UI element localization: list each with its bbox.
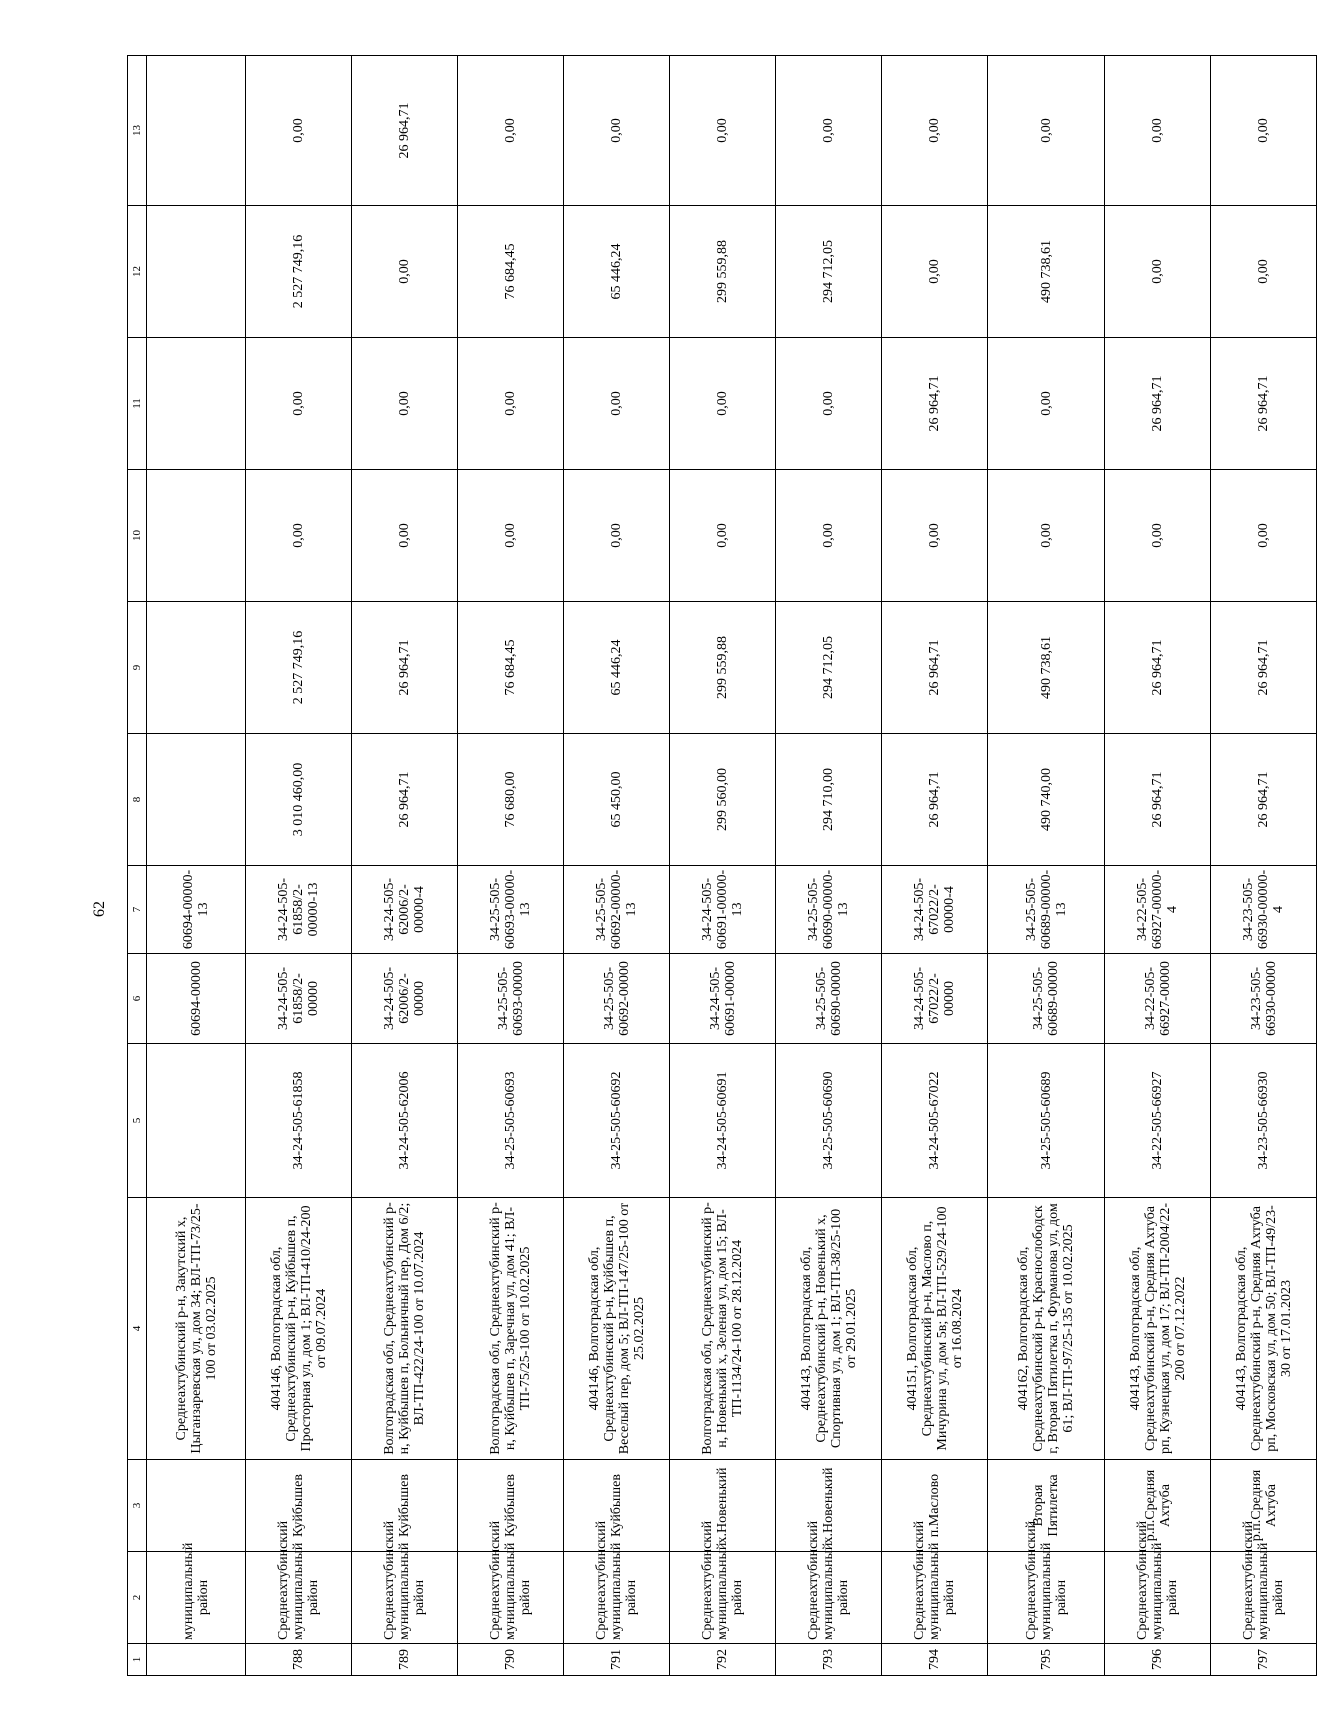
column-header: 12 <box>128 206 147 338</box>
code-cell: 34-25-505-60689 <box>988 1044 1105 1198</box>
cell-10: 0,00 <box>1105 470 1211 602</box>
cell-13: 0,00 <box>458 56 564 206</box>
data-table <box>127 55 1317 1676</box>
cell-13: 0,00 <box>564 56 670 206</box>
district-cell: Среднеахтубинский муниципальный район <box>776 1552 882 1644</box>
code-cell: 34-25-505-60693 <box>458 1044 564 1198</box>
row-number: 789 <box>352 1644 458 1676</box>
cell-8: 26 964,71 <box>1211 734 1317 866</box>
cell-8: 294 710,00 <box>776 734 882 866</box>
cell-6: 34-24-505-61858/2-00000 <box>246 954 352 1044</box>
address-cell: 404151, Волгоградская обл, Среднеахтубинский р-н, Маслово п, Мичурина ул, дом 5в; ВЛ-ТП-529/24-100 от 16.08.2024 <box>882 1198 988 1460</box>
settlement-cell: х.Новенький <box>670 1460 776 1552</box>
row-number: 791 <box>564 1644 670 1676</box>
column-number-row <box>128 56 147 1676</box>
code-cell: 34-24-505-62006 <box>352 1044 458 1198</box>
column-header: 11 <box>128 338 147 470</box>
table-row <box>458 56 564 1676</box>
cell-7: 34-25-505-60692-00000-13 <box>564 866 670 954</box>
cell-13: 0,00 <box>670 56 776 206</box>
code-cell <box>147 1044 246 1198</box>
column-header: 2 <box>128 1552 147 1644</box>
column-header: 7 <box>128 866 147 954</box>
settlement-cell: Куйбышев <box>352 1460 458 1552</box>
row-number: 797 <box>1211 1644 1317 1676</box>
table-row <box>352 56 458 1676</box>
cell-13: 0,00 <box>882 56 988 206</box>
cell-10: 0,00 <box>882 470 988 602</box>
cell-10: 0,00 <box>1211 470 1317 602</box>
cell-6: 60694-00000 <box>147 954 246 1044</box>
row-number: 793 <box>776 1644 882 1676</box>
cell-6: 34-25-505-60692-00000 <box>564 954 670 1044</box>
settlement-cell: х.Новенький <box>776 1460 882 1552</box>
table-row <box>1105 56 1211 1676</box>
cell-12: 76 684,45 <box>458 206 564 338</box>
district-cell: муниципальный район <box>147 1552 246 1644</box>
cell-12 <box>147 206 246 338</box>
cell-8: 490 740,00 <box>988 734 1105 866</box>
district-cell: Среднеахтубинский муниципальный район <box>670 1552 776 1644</box>
cell-10: 0,00 <box>246 470 352 602</box>
cell-11: 0,00 <box>988 338 1105 470</box>
code-cell: 34-23-505-66930 <box>1211 1044 1317 1198</box>
column-header: 8 <box>128 734 147 866</box>
row-number <box>147 1644 246 1676</box>
cell-11: 26 964,71 <box>1105 338 1211 470</box>
cell-9: 26 964,71 <box>352 602 458 734</box>
cell-11: 0,00 <box>776 338 882 470</box>
table-row <box>670 56 776 1676</box>
table-row <box>1211 56 1317 1676</box>
cell-7: 34-24-505-67022/2-00000-4 <box>882 866 988 954</box>
cell-13: 0,00 <box>988 56 1105 206</box>
cell-9: 294 712,05 <box>776 602 882 734</box>
cell-8: 3 010 460,00 <box>246 734 352 866</box>
cell-11: 0,00 <box>564 338 670 470</box>
cell-12: 65 446,24 <box>564 206 670 338</box>
cell-9: 26 964,71 <box>882 602 988 734</box>
code-cell: 34-24-505-61858 <box>246 1044 352 1198</box>
row-number: 795 <box>988 1644 1105 1676</box>
settlement-cell: Куйбышев <box>246 1460 352 1552</box>
code-cell: 34-22-505-66927 <box>1105 1044 1211 1198</box>
table-row <box>776 56 882 1676</box>
table-row <box>564 56 670 1676</box>
district-cell: Среднеахтубинский муниципальный район <box>246 1552 352 1644</box>
cell-8 <box>147 734 246 866</box>
cell-7: 34-25-505-60693-00000-13 <box>458 866 564 954</box>
cell-8: 65 450,00 <box>564 734 670 866</box>
cell-10 <box>147 470 246 602</box>
cell-6: 34-24-505-60691-00000 <box>670 954 776 1044</box>
cell-9: 26 964,71 <box>1105 602 1211 734</box>
cell-7: 60694-00000-13 <box>147 866 246 954</box>
cell-9: 2 527 749,16 <box>246 602 352 734</box>
cell-8: 76 680,00 <box>458 734 564 866</box>
column-header: 1 <box>128 1644 147 1676</box>
cell-11: 0,00 <box>670 338 776 470</box>
cell-10: 0,00 <box>458 470 564 602</box>
cell-12: 0,00 <box>1105 206 1211 338</box>
cell-6: 34-24-505-62006/2-00000 <box>352 954 458 1044</box>
column-header: 10 <box>128 470 147 602</box>
cell-7: 34-24-505-60691-00000-13 <box>670 866 776 954</box>
cell-9: 65 446,24 <box>564 602 670 734</box>
column-header: 13 <box>128 56 147 206</box>
row-number: 796 <box>1105 1644 1211 1676</box>
column-header: 9 <box>128 602 147 734</box>
district-cell: Среднеахтубинский муниципальный район <box>458 1552 564 1644</box>
table-row <box>988 56 1105 1676</box>
cell-12: 2 527 749,16 <box>246 206 352 338</box>
settlement-cell: р.п.Средняя Ахтуба <box>1211 1460 1317 1552</box>
settlement-cell <box>147 1460 246 1552</box>
cell-9: 76 684,45 <box>458 602 564 734</box>
district-cell: Среднеахтубинский муниципальный район <box>352 1552 458 1644</box>
table-row <box>246 56 352 1676</box>
district-cell: Среднеахтубинский муниципальный район <box>882 1552 988 1644</box>
cell-9: 26 964,71 <box>1211 602 1317 734</box>
cell-11: 0,00 <box>458 338 564 470</box>
settlement-cell: Куйбышев <box>458 1460 564 1552</box>
address-cell: Волгоградская обл, Среднеахтубинский р-н, Новенький х, Зеленая ул, дом 15; ВЛ-ТП-1134/24-100 от 28.12.2024 <box>670 1198 776 1460</box>
cell-6: 34-22-505-66927-00000 <box>1105 954 1211 1044</box>
cell-10: 0,00 <box>564 470 670 602</box>
cell-6: 34-25-505-60689-00000 <box>988 954 1105 1044</box>
settlement-cell: р.п.Средняя Ахтуба <box>1105 1460 1211 1552</box>
cell-12: 299 559,88 <box>670 206 776 338</box>
address-cell: Среднеахтубинский р-н, Закутский х, Цыганзаревская ул, дом 34; ВЛ-ТП-73/25-100 от 03.02.2025 <box>147 1198 246 1460</box>
district-cell: Среднеахтубинский муниципальный район <box>1211 1552 1317 1644</box>
settlement-cell: Куйбышев <box>564 1460 670 1552</box>
address-cell: 404146, Волгоградская обл, Среднеахтубинский р-н, Куйбышев п, Просторная ул, дом 1; ВЛ-ТП-410/24-200 от 09.07.2024 <box>246 1198 352 1460</box>
column-header: 4 <box>128 1198 147 1460</box>
cell-8: 26 964,71 <box>882 734 988 866</box>
cell-8: 26 964,71 <box>1105 734 1211 866</box>
cell-7: 34-22-505-66927-00000-4 <box>1105 866 1211 954</box>
row-number: 788 <box>246 1644 352 1676</box>
cell-9: 490 738,61 <box>988 602 1105 734</box>
table-row <box>882 56 988 1676</box>
table-row <box>147 56 246 1676</box>
cell-10: 0,00 <box>670 470 776 602</box>
cell-11: 0,00 <box>246 338 352 470</box>
code-cell: 34-25-505-60692 <box>564 1044 670 1198</box>
cell-7: 34-25-505-60690-00000-13 <box>776 866 882 954</box>
cell-13: 0,00 <box>1211 56 1317 206</box>
cell-10: 0,00 <box>352 470 458 602</box>
cell-6: 34-25-505-60690-00000 <box>776 954 882 1044</box>
code-cell: 34-24-505-67022 <box>882 1044 988 1198</box>
cell-11 <box>147 338 246 470</box>
cell-6: 34-24-505-67022/2-00000 <box>882 954 988 1044</box>
row-number: 794 <box>882 1644 988 1676</box>
cell-6: 34-23-505-66930-00000 <box>1211 954 1317 1044</box>
address-cell: 404143, Волгоградская обл, Среднеахтубинский р-н, Средняя Ахтуба рп, Московская ул, дом 50; ВЛ-ТП-49/23-30 от 17.01.2023 <box>1211 1198 1317 1460</box>
cell-13: 0,00 <box>246 56 352 206</box>
cell-12: 294 712,05 <box>776 206 882 338</box>
address-cell: 404143, Волгоградская обл, Среднеахтубинский р-н, Новенький х, Спортивная ул, дом 1; ВЛ-ТП-38/25-100 от 29.01.2025 <box>776 1198 882 1460</box>
code-cell: 34-25-505-60690 <box>776 1044 882 1198</box>
cell-13: 26 964,71 <box>352 56 458 206</box>
cell-10: 0,00 <box>776 470 882 602</box>
district-cell: Среднеахтубинский муниципальный район <box>564 1552 670 1644</box>
settlement-cell: п.Маслово <box>882 1460 988 1552</box>
district-cell: Среднеахтубинский муниципальный район <box>1105 1552 1211 1644</box>
district-cell: Среднеахтубинский муниципальный район <box>988 1552 1105 1644</box>
row-number: 792 <box>670 1644 776 1676</box>
code-cell: 34-24-505-60691 <box>670 1044 776 1198</box>
cell-10: 0,00 <box>988 470 1105 602</box>
row-number: 790 <box>458 1644 564 1676</box>
address-cell: Волгоградская обл, Среднеахтубинский р-н, Куйбышев п, Заречная ул, дом 41; ВЛ-ТП-75/25-100 от 10.02.2025 <box>458 1198 564 1460</box>
rotated-table-container <box>127 56 1292 1676</box>
cell-12: 490 738,61 <box>988 206 1105 338</box>
cell-9 <box>147 602 246 734</box>
cell-8: 299 560,00 <box>670 734 776 866</box>
cell-7: 34-23-505-66930-00000-4 <box>1211 866 1317 954</box>
cell-13 <box>147 56 246 206</box>
cell-12: 0,00 <box>1211 206 1317 338</box>
column-header: 5 <box>128 1044 147 1198</box>
column-header: 6 <box>128 954 147 1044</box>
cell-11: 26 964,71 <box>882 338 988 470</box>
address-cell: 404143, Волгоградская обл, Среднеахтубинский р-н, Средняя Ахтуба рп, Кузнецкая ул, дом 17; ВЛ-ТП-2004/22-200 от 07.12.2022 <box>1105 1198 1211 1460</box>
settlement-cell: Вторая Пятилетка <box>988 1460 1105 1552</box>
cell-12: 0,00 <box>882 206 988 338</box>
cell-13: 0,00 <box>1105 56 1211 206</box>
cell-9: 299 559,88 <box>670 602 776 734</box>
address-cell: Волгоградская обл, Среднеахтубинский р-н, Куйбышев п, Больничный пер, Дом 6/2; ВЛ-ТП-422/24-100 от 10.07.2024 <box>352 1198 458 1460</box>
cell-8: 26 964,71 <box>352 734 458 866</box>
cell-11: 26 964,71 <box>1211 338 1317 470</box>
address-cell: 404146, Волгоградская обл, Среднеахтубинский р-н, Куйбышев п, Веселый пер, дом 5; ВЛ-ТП-147/25-100 от 25.02.2025 <box>564 1198 670 1460</box>
page-number: 62 <box>91 901 108 917</box>
cell-6: 34-25-505-60693-00000 <box>458 954 564 1044</box>
cell-7: 34-24-505-61858/2-00000-13 <box>246 866 352 954</box>
address-cell: 404162, Волгоградская обл, Среднеахтубинский р-н, Краснослободск г, Вторая Пятилетка п, Фурманова ул, дом 61; ВЛ-ТП-97/25-135 от 10.02.2025 <box>988 1198 1105 1460</box>
cell-12: 0,00 <box>352 206 458 338</box>
column-header: 3 <box>128 1460 147 1552</box>
cell-7: 34-25-505-60689-00000-13 <box>988 866 1105 954</box>
cell-13: 0,00 <box>776 56 882 206</box>
cell-7: 34-24-505-62006/2-00000-4 <box>352 866 458 954</box>
cell-11: 0,00 <box>352 338 458 470</box>
